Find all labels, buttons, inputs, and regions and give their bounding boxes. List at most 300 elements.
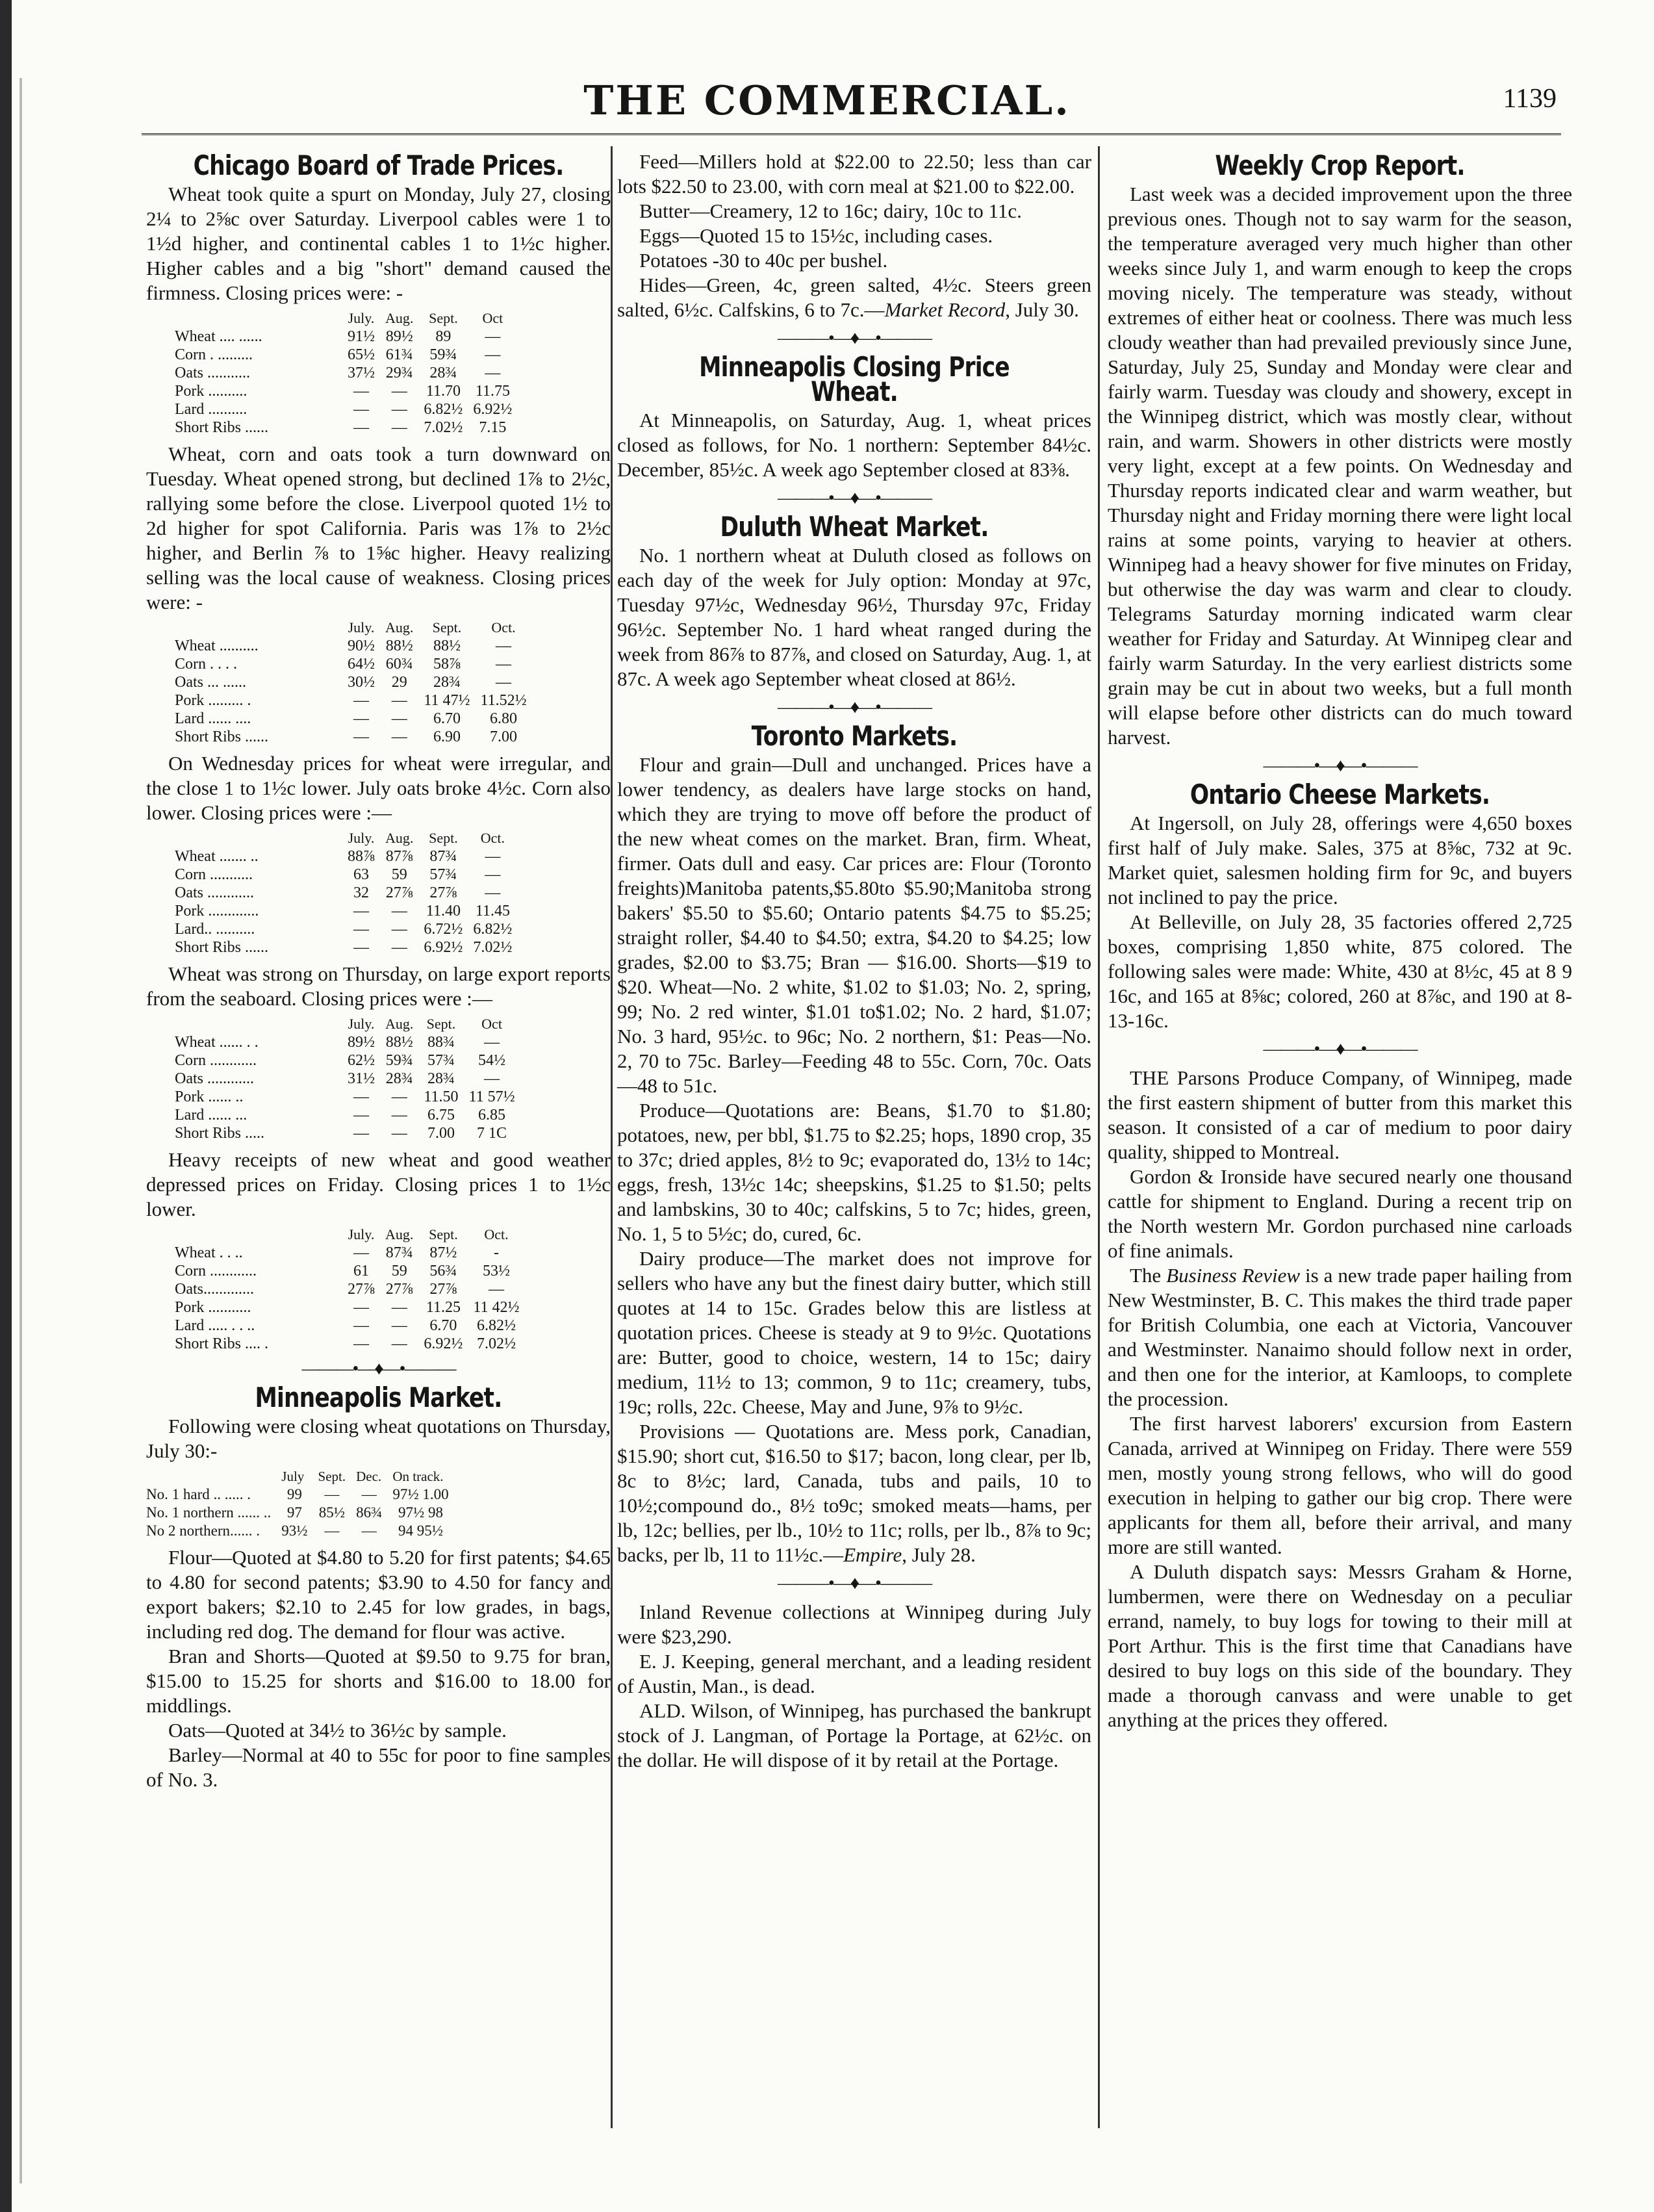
price-cell: 29	[391, 674, 407, 691]
row-label: Corn . . . .	[175, 656, 237, 673]
text-run: is a new trade paper hailing from New Westminster, B. C. This makes the third trade paper for British Columbia, one each at Victoria, Vancouver and Westminster. Nanaimo should follow next in order, and then one for the interior, at Kamloops, to complete the procession.	[1108, 1264, 1572, 1410]
price-cell: 7.00	[427, 1125, 455, 1142]
row-label: Corn . .........	[175, 346, 253, 363]
row-label: Wheat .... ......	[175, 328, 262, 345]
table-row	[175, 884, 517, 902]
row-label: Pork ......... .	[175, 692, 251, 709]
table-row	[175, 1124, 520, 1142]
paragraph: Feed—Millers hold at $22.00 to 22.50; less than car lots $22.50 to 23.00, with corn meal at $21.00 to $22.00.	[617, 150, 1091, 198]
price-cell: 6.82½	[476, 1317, 516, 1334]
price-cell: 37½	[348, 365, 375, 381]
price-cell: 97½ 1.00	[392, 1486, 449, 1502]
row-label: Oats.............	[175, 1281, 254, 1298]
price-cell: —	[353, 1317, 369, 1334]
table-row	[175, 328, 517, 346]
price-cell: 87⅞	[385, 848, 413, 865]
price-cell: 6.80	[490, 710, 518, 727]
column-header: Aug.	[385, 830, 414, 846]
column-header: Oct.	[491, 619, 516, 636]
row-label: No. 1 hard .. ..... .	[146, 1486, 251, 1502]
table-row	[146, 1522, 454, 1540]
price-cell: 28¾	[429, 365, 457, 381]
price-cell: —	[391, 710, 407, 727]
paragraph: The first harvest laborers' excursion from Eastern Canada, arrived at Winnipeg on Friday. There were 559 men, mostly young strong fellows, who will do good execution in helping to gather our big crop. There were applicants for them all, before their arrival, and many more are still wanted.	[1108, 1412, 1572, 1558]
table-row	[175, 1244, 525, 1262]
price-cell: —	[353, 419, 369, 436]
paragraph: Wheat was strong on Thursday, on large export reports from the seaboard. Closing prices were :—	[146, 962, 611, 1010]
table-header-row	[175, 829, 517, 847]
row-label: Wheat ..........	[175, 637, 259, 654]
table-row	[175, 1106, 520, 1124]
paragraph: THE Parsons Produce Company, of Winnipeg, made the first eastern shipment of butter from this market this season. It consisted of a car of medium to poor dairy quality, shipped to Montreal.	[1108, 1066, 1572, 1163]
table-row	[175, 1088, 520, 1106]
price-cell: 61	[353, 1263, 369, 1280]
minneapolis-market-heading: Minneapolis Market.	[255, 1382, 502, 1413]
price-cell: 11 57½	[468, 1088, 515, 1105]
row-label: Oats ............	[175, 1070, 254, 1087]
price-cell: —	[485, 848, 501, 865]
table-row	[175, 673, 532, 691]
duluth-heading: Duluth Wheat Market.	[720, 511, 989, 543]
price-cell: 85½	[318, 1504, 345, 1521]
price-cell: —	[488, 1281, 504, 1298]
column-header	[175, 1015, 342, 1033]
price-cell: 59¾	[385, 1052, 413, 1069]
table-row	[175, 655, 532, 673]
paragraph: At Minneapolis, on Saturday, Aug. 1, wheat prices closed as follows, for No. 1 northern: September 84½c. December, 85½c. A week ago September closed at 83⅜.	[617, 409, 1091, 481]
price-cell: 86¾	[356, 1504, 383, 1521]
price-cell: 11.75	[475, 383, 510, 400]
column-header	[175, 829, 342, 847]
price-cell: —	[391, 1125, 407, 1142]
price-cell: 87½	[429, 1244, 457, 1261]
price-cell: 99	[286, 1486, 302, 1502]
column-header: July.	[348, 1016, 375, 1032]
paragraph: On Wednesday prices for wheat were irregular, and the close 1 to 1½c lower. July oats broke 4½c. Corn also lower. Closing prices were :—	[146, 752, 611, 824]
column-header: Sept.	[429, 1226, 458, 1242]
price-cell: 61¾	[385, 346, 413, 363]
paragraph: Produce—Quotations are: Beans, $1.70 to $1.80; potatoes, new, per bbl, $1.75 to $2.25; hops, 1890 crop, 35 to 37c; dried apples, 8½ to 9c; evaporated do, 13½ to 14c; eggs, fresh, 13½c 14c; sheepskins, $1.25 to $1.50; pelts and lambskins, 30 to 40c; calfskins, 5 to 7c; hides, green, No. 1, 5 to 5½c; do, cured, 6c.	[617, 1099, 1091, 1245]
paragraph	[617, 1419, 1091, 1567]
price-cell: —	[391, 419, 407, 436]
price-cell: —	[391, 1088, 407, 1105]
price-cell: —	[353, 692, 369, 709]
price-cell: —	[391, 692, 407, 709]
paragraph: Butter—Creamery, 12 to 16c; dairy, 10c to 11c.	[639, 199, 1022, 222]
toronto-heading: Toronto Markets.	[751, 720, 958, 752]
row-label: Short Ribs ......	[175, 419, 269, 436]
column-header: Dec.	[356, 1469, 382, 1484]
price-cell: 30½	[348, 674, 375, 691]
paragraph: At Belleville, on July 28, 35 factories offered 2,725 boxes, comprising 1,850 white, 875 colored. The following sales were made: White, 430 at 8½c, 45 at 8 9 16c, and 165 at 8⅝c; colored, 260 at 8⅞c, and 190 at 8-13-16c.	[1108, 910, 1572, 1032]
price-cell: 6.72½	[424, 921, 463, 938]
price-cell: —	[353, 383, 369, 400]
column-header: July.	[348, 830, 375, 846]
price-cell: 60¾	[385, 656, 413, 673]
row-label: Oats ... ......	[175, 674, 246, 691]
price-cell: —	[353, 710, 369, 727]
paragraph	[1108, 1263, 1572, 1411]
page-binding-shadow	[19, 78, 22, 2183]
price-cell: —	[485, 346, 501, 363]
column-header: On track.	[392, 1469, 444, 1484]
table-row	[146, 1485, 454, 1504]
row-label: Pork ...... ..	[175, 1088, 244, 1105]
row-label: Short Ribs .... .	[175, 1335, 269, 1352]
price-cell: 59	[391, 1263, 407, 1280]
price-cell: —	[353, 728, 369, 745]
row-label: Corn ............	[175, 1052, 257, 1069]
paragraph: Wheat took quite a spurt on Monday, July 27, closing 2¼ to 2⅝c over Saturday. Liverpool cables were 1 to 1½d higher, and continental cables 1 to 1½c higher. Higher cables and a big "short" demand caused the firmness. Closing prices were: -	[146, 183, 611, 304]
column-header: Oct.	[484, 1226, 509, 1242]
table-row	[175, 1298, 525, 1317]
price-cell: 11.52½	[480, 692, 527, 709]
row-label: Lard ..........	[175, 401, 248, 418]
table-row	[175, 691, 532, 710]
table-row	[175, 637, 532, 655]
price-table-friday	[175, 1226, 525, 1353]
column-rule-1	[611, 146, 613, 2128]
price-cell: 63	[353, 866, 369, 883]
price-cell: 89	[435, 328, 452, 345]
price-cell: 59	[391, 866, 407, 883]
price-cell: 89½	[385, 328, 413, 345]
price-cell: 11 42½	[473, 1299, 520, 1316]
price-cell: 59¾	[429, 346, 457, 363]
price-cell: 27⅞	[429, 884, 457, 901]
column-header: Sept.	[426, 1016, 456, 1032]
price-cell: -	[493, 1244, 499, 1261]
price-cell: 7 1C	[477, 1125, 507, 1142]
table-row	[175, 902, 517, 920]
paragraph: Flour and grain—Dull and unchanged. Prices have a lower tendency, as dealers have large stocks on hand, which they are trying to move off before the product of the new wheat comes on the market. Bran, firm. Wheat, firmer. Oats dull and easy. Car prices are: Flour (Toronto freights)Manitoba patents,$5.80to $5.90;Manitoba strong bakers' $5.50 to $5.60; Ontario patents $4.75 to $5.25; straight roller, $4.40 to $4.50; extra, $4.20 to $4.25; low grades, $2.00 to $3.75; Bran — $16.00. Shorts—$19 to $20. Wheat—No. 2 white, $1.02 to $1.03; No. 2, spring, 99; No. 2 red winter, $1.01 to$1.02; No. 2 hard, $1.07; No. 3 hard, 95½c. to 96c; No. 2 northern, $1: Peas—No. 2, 70 to 75c. Barley—Feeding 48 to 55c. Corn, 70c. Oats—48 to 51c.	[617, 753, 1091, 1097]
table-row	[175, 938, 517, 957]
price-table-monday	[175, 309, 517, 437]
price-cell: 87¾	[429, 848, 457, 865]
price-cell: 7.02½	[473, 939, 513, 956]
column-header: Aug.	[385, 619, 414, 636]
paragraph: Potatoes -30 to 40c per bushel.	[639, 249, 888, 272]
price-cell: 87¾	[385, 1244, 413, 1261]
table-header-row	[175, 619, 532, 637]
paragraph: Flour—Quoted at $4.80 to 5.20 for first patents; $4.65 to 4.80 for second patents; $3.90 to 4.50 for fancy and export bakers; $2.10 to 2.45 for low grades, in bags, including red dog. The demand for flour was active.	[146, 1546, 611, 1643]
table-row	[146, 1504, 454, 1522]
section-separator: ———•—♦—•———	[778, 697, 931, 717]
price-cell: 11.70	[426, 383, 461, 400]
price-cell: 93½	[281, 1523, 308, 1539]
price-cell: 29¾	[385, 365, 413, 381]
table-row	[175, 382, 517, 400]
column-header: Aug.	[385, 310, 414, 326]
row-label: Short Ribs ......	[175, 728, 269, 745]
price-cell: —	[353, 401, 369, 418]
column-header: July	[281, 1469, 305, 1484]
price-cell: 6.70	[429, 1317, 457, 1334]
price-cell: —	[496, 674, 512, 691]
column-3	[1108, 149, 1572, 1732]
page-binding-edge	[0, 0, 12, 2212]
paragraph: Oats—Quoted at 34½ to 36½c by sample.	[168, 1719, 507, 1742]
price-cell: —	[353, 1125, 369, 1142]
masthead: THE COMMERCIAL.	[583, 77, 1071, 124]
price-cell: —	[485, 328, 501, 345]
paragraph: Heavy receipts of new wheat and good weather depressed prices on Friday. Closing prices 1 to 1½c lower.	[146, 1148, 611, 1220]
table-row	[175, 710, 532, 728]
text-run: Provisions — Quotations are. Mess pork, Canadian, $15.90; short cut, $16.50 to $17; bacon, long clear, per lb, 8c to 8½c; lard, Canada, tubs and pails, 10 to 10½;compound do., 8½ to9c; smoked meats—hams, per lb, 12c; bellies, per lb., 10½ to 11c; rolls, per lb., 8⅞ to 9c; backs, per lb, 11 to 11½c.—	[617, 1420, 1091, 1566]
row-label: Oats ...........	[175, 365, 250, 381]
price-cell: —	[324, 1486, 340, 1502]
price-cell: 88¾	[427, 1034, 455, 1051]
price-cell: 57¾	[429, 866, 457, 883]
price-cell: 11 47½	[424, 692, 470, 709]
price-cell: 90½	[348, 637, 375, 654]
price-cell: 27⅞	[385, 1281, 413, 1298]
price-cell: —	[391, 939, 407, 956]
column-header: Aug.	[385, 1016, 414, 1032]
cheese-markets-heading: Ontario Cheese Markets.	[1190, 778, 1490, 810]
row-label: No. 1 northern ...... ..	[146, 1504, 272, 1521]
table-row	[175, 418, 517, 437]
paragraph: A Duluth dispatch says: Messrs Graham & Horne, lumbermen, were there on Wednesday on a peculiar errand, namely, to buy logs for towing to their mill at Port Arthur. This is the first time that Canadians have desired to buy logs on this side of the boundary. They made a thorough canvass and were unable to get anything at the prices they offered.	[1108, 1560, 1572, 1731]
column-header: Oct.	[480, 830, 505, 846]
source-citation: Empire	[843, 1543, 902, 1566]
chicago-heading: Chicago Board of Trade Prices.	[193, 149, 564, 181]
price-cell: —	[324, 1523, 340, 1539]
price-table-thursday	[175, 1015, 520, 1142]
price-cell: 88½	[385, 1034, 413, 1051]
price-cell: —	[353, 1299, 369, 1316]
table-row	[175, 346, 517, 364]
section-separator: ———•—♦—•———	[778, 488, 931, 508]
price-cell: 94 95½	[398, 1523, 443, 1539]
paragraph: No. 1 northern wheat at Duluth closed as follows on each day of the week for July option: Monday at 97c, Tuesday 97½c, Wednesday 96½, Thursday 97c, Friday 96½c. September No. 1 hard wheat ranged during the week from 86⅞ to 87⅞, and closed on Saturday, Aug. 1, at 87c. A week ago September wheat closed at 86½.	[617, 544, 1091, 690]
price-cell: 11.50	[424, 1088, 459, 1105]
table-row	[175, 1335, 525, 1353]
row-label: Corn ............	[175, 1263, 257, 1280]
price-cell: —	[496, 656, 512, 673]
column-header	[146, 1467, 276, 1485]
row-label: Pork .............	[175, 903, 259, 920]
price-cell: 97½ 98	[398, 1504, 443, 1521]
price-cell: 28¾	[385, 1070, 413, 1087]
paragraph: E. J. Keeping, general merchant, and a leading resident of Austin, Man., is dead.	[617, 1650, 1091, 1697]
column-1	[146, 149, 611, 1792]
price-cell: 6.90	[433, 728, 461, 745]
column-header: Sept.	[432, 619, 462, 636]
price-cell: 58⅞	[433, 656, 461, 673]
table-row	[175, 1033, 520, 1051]
column-rule-2	[1098, 146, 1100, 2128]
price-cell: 65½	[348, 346, 375, 363]
price-cell: 88½	[433, 637, 461, 654]
price-cell: —	[353, 1244, 369, 1261]
paragraph: Gordon & Ironside have secured nearly one thousand cattle for shipment to England. During a recent trip on the North western Mr. Gordon purchased nine carloads of fine animals.	[1108, 1165, 1572, 1262]
row-label: Lard.. ..........	[175, 921, 255, 938]
row-label: No 2 northern...... .	[146, 1523, 261, 1539]
price-cell: —	[391, 1299, 407, 1316]
page-number: 1139	[1503, 84, 1557, 114]
price-cell: 53½	[482, 1263, 510, 1280]
price-cell: —	[361, 1523, 377, 1539]
paragraph: Eggs—Quoted 15 to 15½c, including cases.	[639, 224, 993, 247]
row-label: Lard ..... . . ..	[175, 1317, 255, 1334]
price-cell: —	[496, 637, 512, 654]
table-row	[175, 364, 517, 382]
paragraph: Bran and Shorts—Quoted at $9.50 to 9.75 for bran, $15.00 to 15.25 for shorts and $16.00 to 18.00 for middlings.	[146, 1645, 611, 1717]
price-cell: 7.15	[479, 419, 507, 436]
row-label: Lard ...... ...	[175, 1107, 248, 1124]
row-label: Wheat ....... ..	[175, 848, 259, 865]
price-cell: 89½	[348, 1034, 375, 1051]
column-header: July.	[348, 310, 375, 326]
row-label: Corn ...........	[175, 866, 253, 883]
price-cell: —	[353, 921, 369, 938]
price-cell: —	[391, 903, 407, 920]
price-cell: 56¾	[429, 1263, 457, 1280]
column-2	[617, 149, 1091, 1773]
price-cell: 6.82½	[473, 921, 513, 938]
price-cell: 7.02½	[476, 1335, 516, 1352]
table-header-row	[175, 1226, 525, 1244]
section-separator: ———•—♦—•———	[1263, 756, 1417, 776]
price-cell: 88⅞	[348, 848, 375, 865]
row-label: Lard ...... ....	[175, 710, 251, 727]
row-label: Pork ..........	[175, 383, 248, 400]
price-cell: —	[353, 1107, 369, 1124]
price-cell: —	[353, 903, 369, 920]
paragraph: Barley—Normal at 40 to 55c for poor to fine samples of No. 3.	[146, 1743, 611, 1791]
price-cell: —	[391, 1107, 407, 1124]
column-header: Oct	[482, 310, 503, 326]
table-header-row	[175, 1015, 520, 1033]
price-cell: 7.00	[490, 728, 518, 745]
paragraph: Wheat, corn and oats took a turn downward on Tuesday. Wheat opened strong, but declined 1⅞ to 2½c, rallying some before the close. Liverpool quoted 1½ to 2d higher for spot California. Paris was 1⅞ to 2½c higher, and Berlin ⅞ to 1⅝c higher. Heavy realizing selling was the local cause of weakness. Closing prices were: -	[146, 443, 611, 613]
price-cell: 54½	[478, 1052, 506, 1069]
price-cell: —	[361, 1486, 377, 1502]
price-cell: 27⅞	[429, 1281, 457, 1298]
column-header: Sept.	[318, 1469, 346, 1484]
table-header-row	[146, 1467, 454, 1485]
price-table-wednesday	[175, 829, 517, 957]
row-label: Wheat . . ..	[175, 1244, 243, 1261]
paragraph: At Ingersoll, on July 28, offerings were 4,650 boxes first half of July make. Sales, 375 at 8⅝c, 732 at 9c. Market quiet, salesmen holding firm for 9c, and buyers not inclined to pay the price.	[1108, 812, 1572, 908]
section-separator: ———•—♦—•———	[1263, 1039, 1417, 1059]
paragraph: Inland Revenue collections at Winnipeg during July were $23,290.	[617, 1601, 1091, 1648]
price-cell: 27⅞	[385, 884, 413, 901]
column-header	[175, 619, 342, 637]
paragraph: Following were closing wheat quotations on Thursday, July 30:-	[146, 1415, 611, 1462]
table-row	[175, 1070, 520, 1088]
paragraph: Dairy produce—The market does not improve for sellers who have any but the finest dairy butter, which still quotes at 14 to 15c. Grades below this are listless at quotation prices. Cheese is steady at 9 to 9½c. Quotations are: Butter, good to choice, western, 14 to 15c; dairy medium, 11½ to 13; common, 9 to 11c; creamery, tubs, 19c; rolls, 22c. Cheese, May and June, 9⅞ to 9½c.	[617, 1247, 1091, 1418]
column-header: July.	[348, 1226, 375, 1242]
price-table-tuesday	[175, 619, 532, 746]
section-separator: ———•—♦—•———	[778, 1573, 931, 1593]
row-label: Short Ribs ......	[175, 939, 269, 956]
text-run: The	[1130, 1264, 1167, 1287]
column-header	[175, 1226, 342, 1244]
price-cell: —	[353, 1335, 369, 1352]
price-cell: 6.70	[433, 710, 461, 727]
price-cell: 28¾	[427, 1070, 455, 1087]
price-cell: —	[484, 1070, 500, 1087]
column-header: Sept.	[429, 310, 458, 326]
table-row	[175, 847, 517, 866]
price-cell: —	[485, 884, 501, 901]
section-separator: ———•—♦—•———	[778, 328, 931, 348]
text-run: Hides—Green, 4c, green salted, 4½c. Steers green salted, 6½c. Calfskins, 6 to 7c.—	[617, 274, 1091, 321]
price-cell: 11.45	[475, 903, 510, 920]
price-cell: 7.02½	[424, 419, 463, 436]
price-cell: —	[391, 1335, 407, 1352]
price-cell: 88½	[385, 637, 413, 654]
minneapolis-quotations-table	[146, 1467, 454, 1540]
price-cell: 64½	[348, 656, 375, 673]
table-row	[175, 1280, 525, 1298]
table-header-row	[175, 309, 517, 328]
price-cell: 32	[353, 884, 369, 901]
paragraph: Last week was a decided improvement upon the three previous ones. Though not to say warm for the season, the temperature averaged very much higher than other weeks since July 1, and warm enough to keep the crops moving nicely. The temperature was steady, without extremes of either heat or coolness. There was much less cloudy weather than had prevailed previously since June, Saturday, July 25, Sunday and Monday were clear and fairly warm. Tuesday was cloudy and showery, except in the Winnipeg district, which was mostly clear, without rain, and warm. Showers in other districts were mostly very light, except at a few points. On Wednesday and Thursday reports indicated clear and warm weather, but Thursday night and Friday morning there were light local rains at some points, varying to heavier at others. Winnipeg had a heavy shower for five minutes on Friday, but otherwise the day was warm and clear to cloudy. Telegrams Saturday morning indicated warm clear weather for Friday and Saturday. At Winnipeg clear and fairly warm Saturday. In the very earliest districts some grain may be cut in about two weeks, but a full month will elapse before other districts can do much toward harvest.	[1108, 183, 1572, 749]
row-label: Pork ...........	[175, 1299, 251, 1316]
table-row	[175, 1317, 525, 1335]
price-cell: —	[391, 383, 407, 400]
column-header: Oct	[481, 1016, 502, 1032]
row-label: Wheat ...... . .	[175, 1034, 259, 1051]
table-row	[175, 920, 517, 938]
column-header	[175, 309, 342, 328]
price-cell: 27⅞	[348, 1281, 375, 1298]
row-label: Oats ............	[175, 884, 254, 901]
price-cell: —	[485, 365, 501, 381]
table-row	[175, 400, 517, 418]
header-rule	[142, 133, 1561, 135]
price-cell: —	[391, 1317, 407, 1334]
column-header: July.	[348, 619, 375, 636]
price-cell: 6.82½	[424, 401, 463, 418]
price-cell: 28¾	[433, 674, 461, 691]
publication-name: Business Review	[1166, 1264, 1301, 1287]
table-row	[175, 728, 532, 746]
price-cell: —	[353, 939, 369, 956]
price-cell: —	[391, 921, 407, 938]
price-cell: —	[484, 1034, 500, 1051]
price-cell: 6.92½	[424, 939, 463, 956]
price-cell: —	[353, 1088, 369, 1105]
text-run: , July 30.	[1005, 298, 1079, 321]
price-cell: 6.92½	[424, 1335, 463, 1352]
table-row	[175, 1051, 520, 1070]
table-row	[175, 866, 517, 884]
minneapolis-closing-heading: Minneapolis Closing Price Wheat.	[699, 351, 1010, 407]
source-citation: Market Record	[884, 298, 1006, 321]
text-run: , July 28.	[902, 1543, 976, 1566]
price-cell: 97	[286, 1504, 302, 1521]
price-cell: 62½	[348, 1052, 375, 1069]
price-cell: —	[391, 401, 407, 418]
price-cell: 31½	[348, 1070, 375, 1087]
price-cell: —	[391, 728, 407, 745]
price-cell: 57¾	[427, 1052, 455, 1069]
column-header: Aug.	[385, 1226, 414, 1242]
price-cell: 11.25	[426, 1299, 461, 1316]
section-separator: ———•—♦—•———	[301, 1359, 455, 1379]
table-row	[175, 1262, 525, 1280]
price-cell: —	[485, 866, 501, 883]
price-cell: 6.92½	[473, 401, 513, 418]
crop-report-heading: Weekly Crop Report.	[1215, 149, 1465, 181]
column-header: Sept.	[429, 830, 458, 846]
price-cell: 6.75	[427, 1107, 455, 1124]
price-cell: 11.40	[426, 903, 461, 920]
